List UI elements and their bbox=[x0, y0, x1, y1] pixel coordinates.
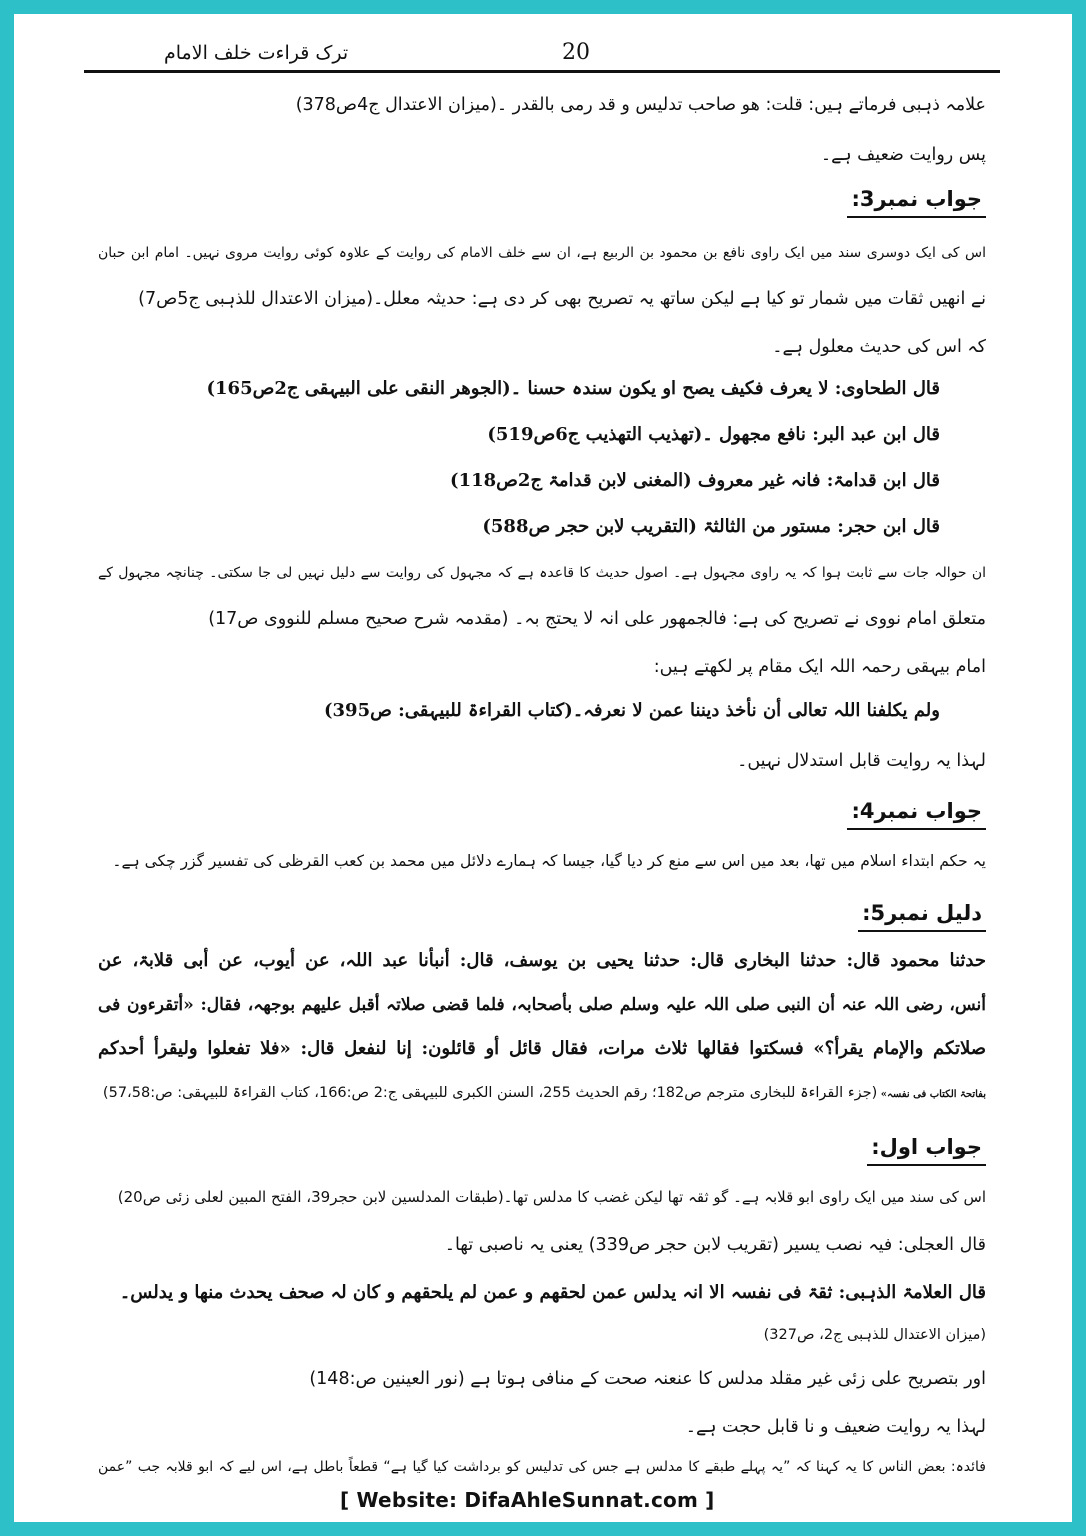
arabic-quote: قال العلامۃ الذہبی: ثقۃ فی نفسہ الا انہ یدلس عمن لحقھم و عمن لم یلحقھم و کان لہ صحف یحدث منھا و یدلس۔ bbox=[119, 1282, 986, 1303]
reference-line: (میزان الاعتدال للذہبی ج2، ص327) bbox=[763, 1327, 986, 1343]
hadith-reference: (جزء القراءۃ للبخاری مترجم ص182؛ رقم الحدیث 255، السنن الکبری للبیہقی ج:2 ص:166، کتاب القراءۃ للبیہقی: ص:57،58) bbox=[102, 1085, 878, 1101]
text-line: یہ حکم ابتداء اسلام میں تھا، بعد میں اس سے منع کر دیا گیا، جیسا کہ ہمارے دلائل میں محمد بن کعب القرظی کی تفسیر گزر چکی ہے۔ bbox=[112, 852, 986, 870]
section-heading: جواب نمبر3: bbox=[847, 184, 986, 218]
text-line: علامہ ذہبی فرماتے ہیں: قلت: ھو صاحب تدلیس و قد رمی بالقدر ۔(میزان الاعتدال ج4ص378) bbox=[295, 95, 986, 115]
header-book-title: ترک قراءت خلف الامام bbox=[164, 42, 349, 64]
arabic-hadith-end: بفاتحۃ الکتاب فی نفسہ» bbox=[880, 1089, 986, 1100]
section-heading: جواب اول: bbox=[867, 1132, 986, 1166]
text-line: لہذا یہ روایت ضعیف و نا قابل حجت ہے۔ bbox=[685, 1417, 986, 1437]
text-line: نے انھیں ثقات میں شمار تو کیا ہے لیکن ساتھ یہ تصریح بھی کر دی ہے: حدیثہ معلل۔(میزان الاعتدال للذہبی ج5ص7) bbox=[138, 289, 986, 309]
text-line: امام بیہقی رحمہ اللہ ایک مقام پر لکھتے ہیں: bbox=[653, 657, 986, 677]
text-line: متعلق امام نووی نے تصریح کی ہے: فالجمھور علی انہ لا یحتج بہ۔ (مقدمہ شرح صحیح مسلم للنووی ص17) bbox=[208, 609, 986, 629]
text-line: قال العجلی: فیہ نصب یسیر (تقریب لابن حجر ص339) یعنی یہ ناصبی تھا۔ bbox=[444, 1235, 986, 1255]
arabic-quote: قال الطحاوی: لا یعرف فکیف یصح او یکون سندہ حسنا ۔(الجوھر النقی علی البیہقی ج2ص165) bbox=[206, 378, 940, 399]
arabic-hadith-line bbox=[103, 1080, 986, 1108]
document-page bbox=[14, 14, 1072, 1522]
arabic-quote: قال ابن عبد البر: نافع مجھول ۔(تھذیب التھذیب ج6ص519) bbox=[487, 424, 940, 445]
arabic-quote: ولم یکلفنا اللہ تعالی أن نأخذ دیننا عمن لا نعرفہ۔(کتاب القراءۃ للبیہقی: ص395) bbox=[323, 700, 940, 721]
website-footer: [ Website: DifaAhleSunnat.com ] bbox=[340, 1488, 715, 1512]
text-line: ان حوالہ جات سے ثابت ہوا کہ یہ راوی مجہول ہے۔ اصول حدیث کا قاعدہ ہے کہ مجہول کی روایت سے دلیل نہیں لی جا سکتی۔ چنانچہ مجہول کے bbox=[98, 565, 986, 581]
text-line: اس کی سند میں ایک راوی ابو قلابہ ہے۔ گو ثقہ تھا لیکن غضب کا مدلس تھا۔(طبقات المدلسین لابن حجر39، الفتح المبین لعلی زئی ص20) bbox=[117, 1188, 986, 1206]
section-heading: جواب نمبر4: bbox=[847, 796, 986, 830]
arabic-quote: قال ابن قدامۃ: فانہ غیر معروف (المغنی لابن قدامۃ ج2ص118) bbox=[450, 470, 940, 491]
text-line: اس کی ایک دوسری سند میں ایک راوی نافع بن محمود بن الربیع ہے، ان سے خلف الامام کی روایت کے علاوہ کوئی روایت مروی نہیں۔ امام ابن حبان bbox=[98, 245, 986, 261]
text-line: فائدہ: بعض الناس کا یہ کہنا کہ ”یہ پہلے طبقے کا مدلس ہے جس کی تدلیس کو برداشت کیا گیا ہے“ قطعاً باطل ہے، اس لیے کہ ابو قلابہ جب ”عمن bbox=[98, 1459, 986, 1475]
arabic-quote: قال ابن حجر: مستور من الثالثۃ (التقریب لابن حجر ص588) bbox=[482, 516, 940, 537]
arabic-hadith-line: صلاتکم والإمام یقرأ؟» فسکتوا فقالھا ثلاث مرات، فقال قائل أو قائلون: إنا لنفعل قال: «فلا تفعلوا ولیقرأ أحدکم bbox=[98, 1038, 986, 1059]
text-line: کہ اس کی حدیث معلول ہے۔ bbox=[772, 337, 986, 357]
arabic-hadith-line: حدثنا محمود قال: حدثنا البخاری قال: حدثنا یحیی بن یوسف، قال: أنبأنا عبد اللہ، عن أیوب، عن أبی قلابۃ، عن bbox=[98, 950, 986, 971]
header-page-number: 20 bbox=[562, 40, 590, 65]
text-line: اور بتصریح علی زئی غیر مقلد مدلس کا عنعنہ صحت کے منافی ہوتا ہے (نور العینین ص:148) bbox=[309, 1369, 986, 1389]
text-line: لہذا یہ روایت قابل استدلال نہیں۔ bbox=[737, 751, 986, 771]
section-heading: دلیل نمبر5: bbox=[858, 898, 986, 932]
text-line: پس روایت ضعیف ہے۔ bbox=[820, 145, 986, 165]
header-rule bbox=[84, 70, 1000, 73]
arabic-hadith-line: أنس، رضی اللہ عنہ أن النبی صلی اللہ علیہ وسلم صلی بأصحابہ، فلما قضی صلاتہ أقبل علیھم بوجھہ، فقال: «أتقرءون فی bbox=[98, 995, 986, 1015]
